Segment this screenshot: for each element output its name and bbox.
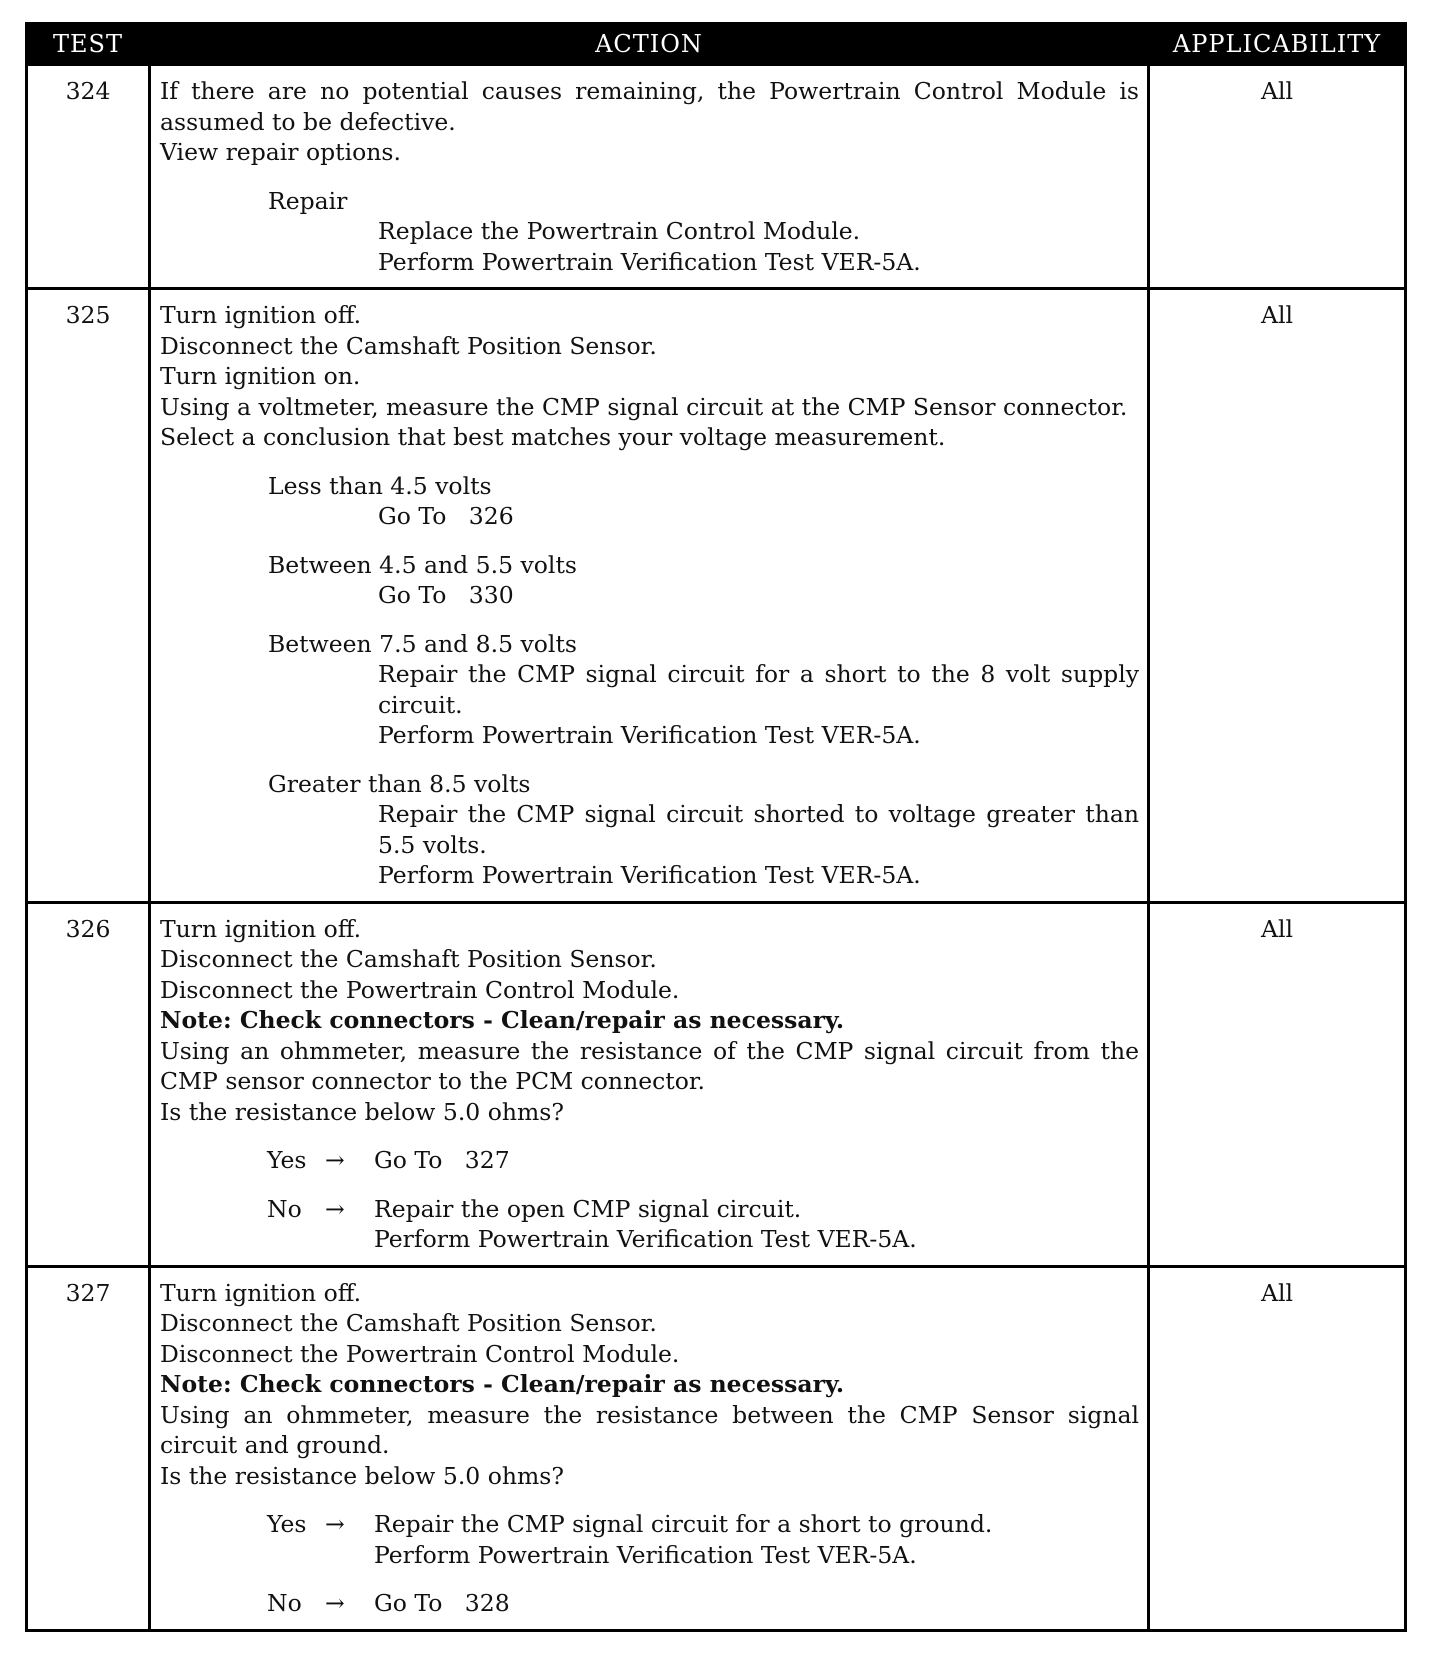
no-label: No	[267, 1194, 302, 1223]
test-number: 327	[27, 1266, 150, 1630]
table-row	[27, 902, 1406, 1266]
action-cell	[150, 1266, 1149, 1630]
action-cell	[150, 289, 1149, 903]
option-result: Perform Powertrain Verification Test VER-5A.	[378, 247, 921, 276]
action-text: Turn ignition off.	[160, 1278, 362, 1307]
option-result: Repair the CMP signal circuit for a short to the 8 volt supply circuit.	[378, 660, 1139, 719]
arrow-icon: →	[325, 1589, 345, 1617]
yes-result: Go To 327	[374, 1146, 510, 1174]
header-test: TEST	[27, 24, 150, 65]
test-table	[25, 22, 1407, 1632]
header-action: ACTION	[150, 24, 1149, 65]
arrow-icon: →	[325, 1146, 345, 1174]
option-label: Repair	[268, 186, 348, 215]
action-text: If there are no potential causes remaining, the Powertrain Control Module is assumed to be defective.	[160, 77, 1139, 136]
yes-result	[374, 1509, 1139, 1570]
no-branch	[160, 1588, 1139, 1619]
yes-result-line: Repair the CMP signal circuit for a short to ground.	[374, 1510, 993, 1538]
yes-label: Yes	[267, 1146, 307, 1174]
applicability-value: All	[1149, 65, 1406, 289]
yes-branch	[160, 1509, 1139, 1570]
no-label: No	[267, 1589, 302, 1617]
option-label: Between 7.5 and 8.5 volts	[268, 629, 577, 658]
header-row	[27, 24, 1406, 65]
yes-label: Yes	[267, 1510, 307, 1538]
action-text: Disconnect the Camshaft Position Sensor.	[160, 1309, 657, 1337]
action-text: Disconnect the Camshaft Position Sensor.	[160, 331, 657, 360]
no-result: Go To 328	[374, 1589, 510, 1617]
applicability-value: All	[1149, 902, 1406, 1266]
diagnostic-test-table	[25, 22, 1404, 1632]
option-result: Go To 326	[378, 502, 514, 530]
no-result-line: Perform Powertrain Verification Test VER-5A.	[374, 1225, 917, 1253]
applicability-value: All	[1149, 1266, 1406, 1630]
action-cell	[150, 65, 1149, 289]
test-number: 326	[27, 902, 150, 1266]
table-row	[27, 289, 1406, 903]
action-cell	[150, 902, 1149, 1266]
action-text: Turn ignition off.	[160, 301, 362, 329]
action-text: Using a voltmeter, measure the CMP signal circuit at the CMP Sensor connector.	[160, 392, 1128, 421]
action-text: Disconnect the Powertrain Control Module.	[160, 1339, 680, 1368]
note-text: Note: Check connectors - Clean/repair as necessary.	[160, 1006, 845, 1034]
action-text: Turn ignition off.	[160, 914, 362, 943]
action-text: Using an ohmmeter, measure the resistance of the CMP signal circuit from the CMP sensor connector to the PCM connector.	[160, 1036, 1139, 1095]
action-text: Is the resistance below 5.0 ohms?	[160, 1461, 564, 1490]
applicability-value: All	[1149, 289, 1406, 903]
note-text: Note: Check connectors - Clean/repair as necessary.	[160, 1370, 845, 1398]
no-branch	[160, 1194, 1139, 1255]
action-text: Is the resistance below 5.0 ohms?	[160, 1097, 564, 1126]
action-text: View repair options.	[160, 138, 401, 166]
action-text: Disconnect the Camshaft Position Sensor.	[160, 945, 657, 973]
option-result: Go To 330	[378, 581, 514, 609]
arrow-icon: →	[325, 1510, 345, 1538]
option-label: Less than 4.5 volts	[268, 471, 492, 500]
action-text: Turn ignition on.	[160, 362, 361, 390]
header-applicability: APPLICABILITY	[1149, 24, 1406, 65]
no-result	[374, 1194, 1139, 1255]
yes-result-line: Perform Powertrain Verification Test VER-5A.	[374, 1540, 917, 1569]
action-text: Select a conclusion that best matches your voltage measurement.	[160, 423, 946, 451]
test-number: 325	[27, 289, 150, 903]
no-result-line: Repair the open CMP signal circuit.	[374, 1194, 802, 1223]
table-row	[27, 65, 1406, 289]
action-text: Disconnect the Powertrain Control Module.	[160, 975, 680, 1004]
test-number: 324	[27, 65, 150, 289]
table-row	[27, 1266, 1406, 1630]
option-result: Perform Powertrain Verification Test VER-5A.	[378, 861, 921, 889]
option-result: Perform Powertrain Verification Test VER-5A.	[378, 721, 921, 749]
option-result: Replace the Powertrain Control Module.	[378, 217, 861, 245]
option-label: Greater than 8.5 volts	[268, 769, 531, 798]
arrow-icon: →	[325, 1194, 345, 1223]
action-text: Using an ohmmeter, measure the resistance between the CMP Sensor signal circuit and ground.	[160, 1400, 1139, 1459]
yes-branch	[160, 1145, 1139, 1176]
option-result: Repair the CMP signal circuit shorted to voltage greater than 5.5 volts.	[378, 800, 1139, 859]
option-label: Between 4.5 and 5.5 volts	[268, 550, 577, 579]
